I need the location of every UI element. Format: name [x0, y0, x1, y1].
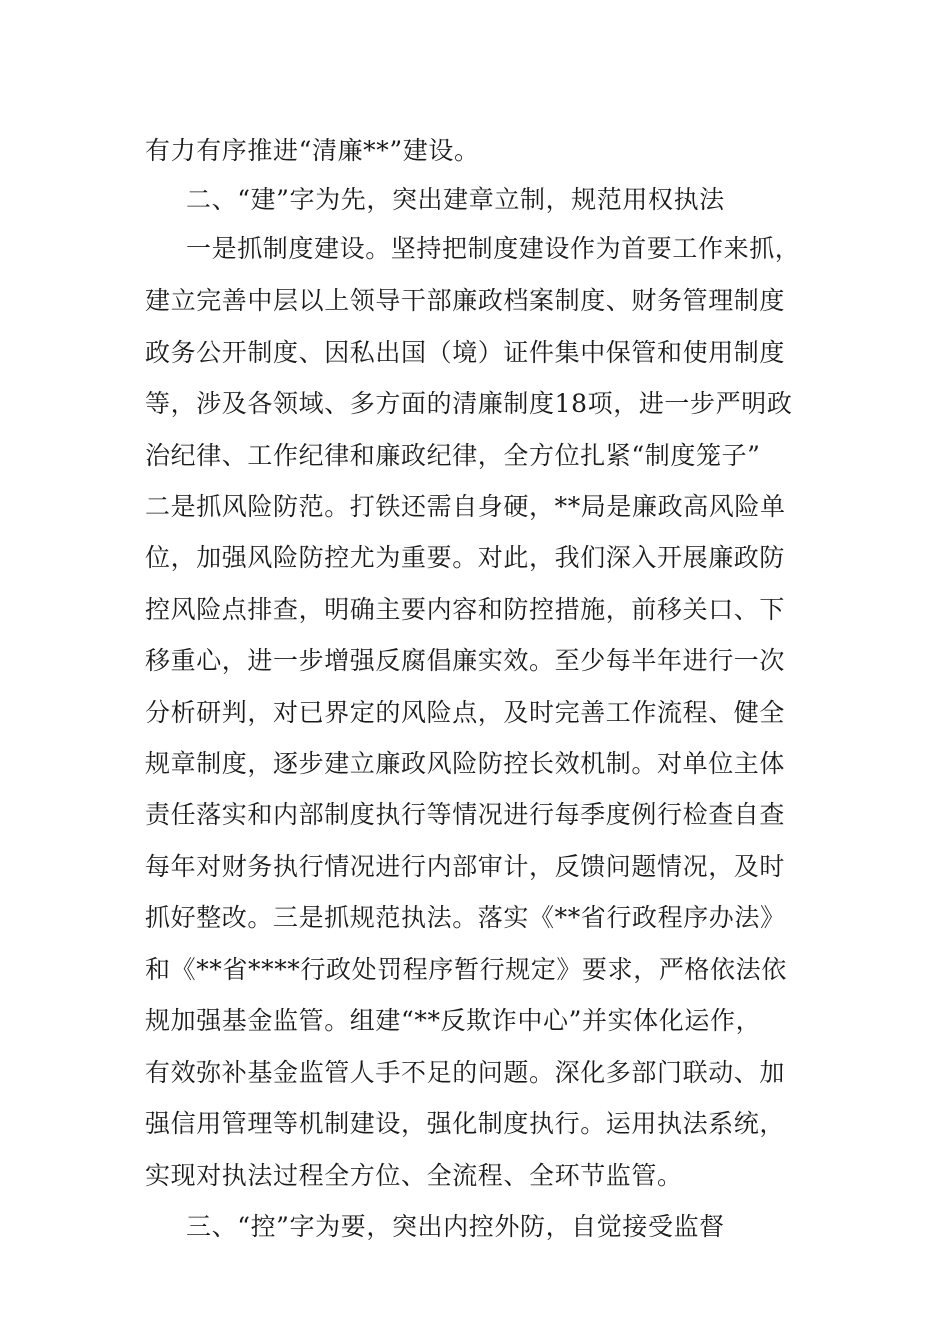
body-line: 有力有序推进“清廉**”建设。	[145, 136, 480, 165]
body-line: 一是抓制度建设。坚持把制度建设作为首要工作来抓，	[186, 234, 801, 263]
body-line: 建立完善中层以上领导干部廉政档案制度、财务管理制度	[145, 286, 786, 315]
body-line: 治纪律、工作纪律和廉政纪律，全方位扎紧“制度笼子”	[145, 441, 761, 470]
body-line: 规加强基金监管。组建“**反欺诈中心”并实体化运作，	[145, 1006, 762, 1035]
body-line: 责任落实和内部制度执行等情况进行每季度例行检查自查	[145, 800, 786, 829]
section-heading: 三、“控”字为要，突出内控外防，自觉接受监督	[186, 1212, 725, 1241]
body-line: 每年对财务执行情况进行内部审计，反馈问题情况，及时	[145, 852, 786, 881]
body-line: 位，加强风险防控尤为重要。对此，我们深入开展廉政防	[145, 543, 786, 572]
body-line: 二是抓风险防范。打铁还需自身硬，**局是廉政高风险单	[145, 492, 786, 521]
body-line: 有效弥补基金监管人手不足的问题。深化多部门联动、加	[145, 1058, 786, 1087]
body-line: 政务公开制度、因私出国（境）证件集中保管和使用制度	[145, 338, 786, 367]
body-line: 分析研判，对已界定的风险点，及时完善工作流程、健全	[145, 698, 786, 727]
body-line: 和《**省****行政处罚程序暂行规定》要求，严格依法依	[145, 955, 787, 984]
section-heading: 二、“建”字为先，突出建章立制，规范用权执法	[186, 185, 725, 214]
body-line: 控风险点排查，明确主要内容和防控措施，前移关口、下	[145, 595, 786, 624]
body-line: 抓好整改。三是抓规范执法。落实《**省行政程序办法》	[145, 903, 786, 932]
body-line: 等，涉及各领域、多方面的清廉制度18项，进一步严明政	[145, 389, 793, 418]
body-line: 移重心，进一步增强反腐倡廉实效。至少每半年进行一次	[145, 646, 786, 675]
body-line: 实现对执法过程全方位、全流程、全环节监管。	[145, 1161, 683, 1190]
body-line: 强信用管理等机制建设，强化制度执行。运用执法系统，	[145, 1109, 786, 1138]
body-line: 规章制度，逐步建立廉政风险防控长效机制。对单位主体	[145, 749, 786, 778]
